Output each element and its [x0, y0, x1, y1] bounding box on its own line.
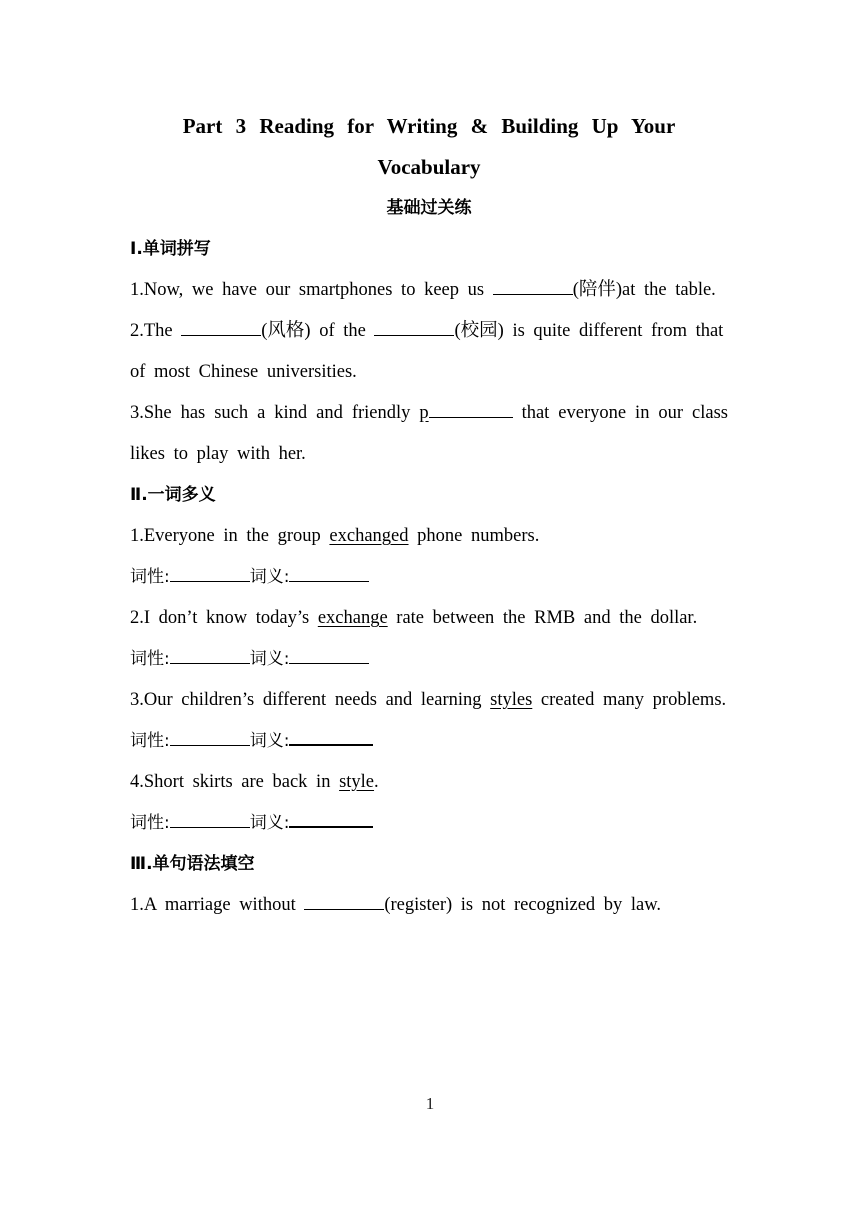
- s2-q1-target-word: exchanged: [329, 526, 409, 546]
- s1-question-3: [130, 393, 728, 475]
- s2-q2-answer-line: [130, 639, 728, 680]
- s2-q1-text-post: phone numbers.: [408, 526, 540, 546]
- s2-question-1: [130, 516, 728, 557]
- s3-q1-hint: (register): [384, 895, 453, 915]
- page-title: [130, 106, 728, 188]
- s3-question-1: [130, 885, 728, 926]
- s1-q1-text-post: at the table.: [622, 280, 716, 300]
- answer-blank[interactable]: [493, 276, 573, 295]
- pos-label: 词性:: [130, 731, 170, 751]
- page-subtitle: 基础过关练: [386, 198, 472, 218]
- s2-q4-text-post: .: [374, 772, 379, 792]
- s2-question-4: [130, 762, 728, 803]
- worksheet-page: [130, 106, 728, 926]
- meaning-label: 词义:: [249, 731, 290, 751]
- s2-q1-answer-line: [130, 557, 728, 598]
- section-2-heading: Ⅱ.一词多义: [130, 485, 216, 505]
- s2-q3-text-pre: 3.Our children’s different needs and learning: [130, 690, 491, 710]
- s1-q3-text-post: that everyone in our class likes to play with her.: [130, 403, 728, 464]
- title-line-1: Part 3 Reading for Writing & Building Up Your: [182, 114, 676, 138]
- s2-q2-text-pre: 2.I don’t know today’s: [130, 608, 318, 628]
- s2-question-3: [130, 680, 728, 721]
- pos-blank[interactable]: [170, 809, 250, 828]
- s2-q2-target-word: exchange: [317, 608, 388, 628]
- answer-blank[interactable]: [181, 317, 261, 336]
- s1-q1-hint: (陪伴): [572, 280, 623, 300]
- s1-q3-text-pre: 3.She has such a kind and friendly: [130, 403, 420, 423]
- s1-question-1: [130, 270, 728, 311]
- answer-blank[interactable]: [304, 891, 384, 910]
- s2-q4-answer-line: [130, 803, 728, 844]
- section-3-heading: Ⅲ.单句语法填空: [130, 854, 255, 874]
- pos-blank[interactable]: [170, 727, 250, 746]
- page-number: 1: [425, 1094, 435, 1113]
- s1-q1-text-pre: 1.Now, we have our smartphones to keep us: [130, 280, 493, 300]
- s2-q2-text-post: rate between the RMB and the dollar.: [387, 608, 698, 628]
- pos-label: 词性:: [130, 813, 170, 833]
- s1-question-2: [130, 311, 728, 393]
- pos-blank[interactable]: [170, 645, 250, 664]
- answer-blank[interactable]: [374, 317, 454, 336]
- meaning-blank[interactable]: [289, 726, 373, 746]
- s1-q2-hint-1: (风格): [261, 321, 311, 341]
- s2-q3-target-word: styles: [490, 690, 533, 710]
- section-1-heading: Ⅰ.单词拼写: [130, 239, 211, 259]
- meaning-label: 词义:: [249, 649, 290, 669]
- pos-label: 词性:: [130, 567, 170, 587]
- s1-q2-hint-2: (校园): [454, 321, 504, 341]
- s2-q3-text-post: created many problems.: [532, 690, 727, 710]
- s2-q1-text-pre: 1.Everyone in the group: [130, 526, 330, 546]
- s3-q1-text-pre: 1.A marriage without: [130, 895, 305, 915]
- pos-label: 词性:: [130, 649, 170, 669]
- s2-q4-text-pre: 4.Short skirts are back in: [130, 772, 340, 792]
- s1-q2-text-pre: 2.The: [130, 321, 182, 341]
- meaning-blank[interactable]: [289, 808, 373, 828]
- meaning-label: 词义:: [249, 567, 290, 587]
- pos-blank[interactable]: [170, 563, 250, 582]
- s2-question-2: [130, 598, 728, 639]
- meaning-label: 词义:: [249, 813, 290, 833]
- s1-q2-text-post: is quite different from that of most Chinese universities.: [130, 321, 724, 382]
- s1-q2-text-mid: of the: [310, 321, 375, 341]
- s2-q4-target-word: style: [339, 772, 375, 792]
- meaning-blank[interactable]: [289, 563, 369, 582]
- meaning-blank[interactable]: [289, 645, 369, 664]
- answer-blank[interactable]: [429, 399, 513, 418]
- s1-q3-first-letter: p: [419, 403, 429, 423]
- s2-q3-answer-line: [130, 721, 728, 762]
- title-line-2: Vocabulary: [377, 155, 481, 179]
- s3-q1-text-post: is not recognized by law.: [452, 895, 662, 915]
